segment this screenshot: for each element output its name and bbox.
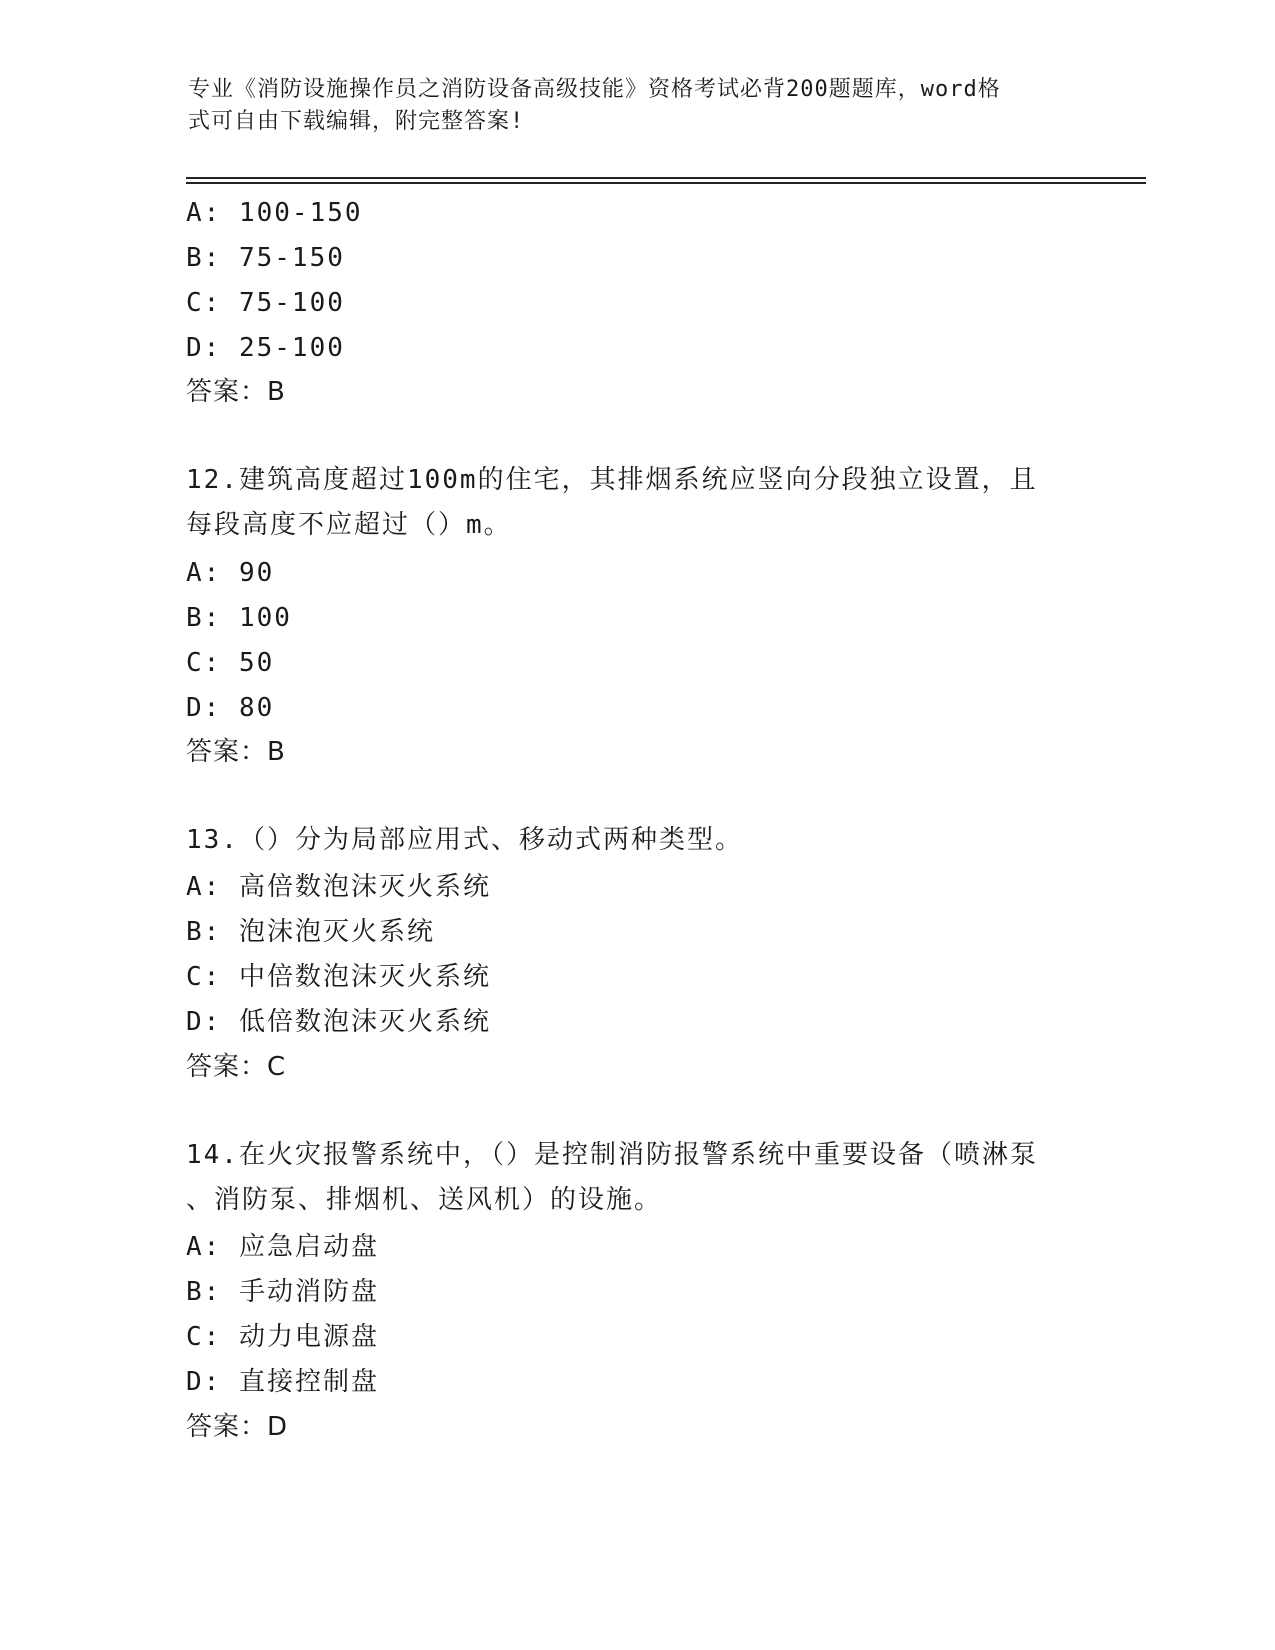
q11-option-b: B: 75-150 (186, 243, 345, 273)
header-line-1: 专业《消防设施操作员之消防设备高级技能》资格考试必背200题题库，word格 (188, 77, 1001, 102)
q12-stem-line-2: 每段高度不应超过（）m。 (186, 510, 512, 540)
q14-stem-line-2: 、消防泵、排烟机、送风机）的设施。 (186, 1185, 663, 1215)
q11-option-a: A: 100-150 (186, 198, 363, 228)
q12-option-c: C: 50 (186, 648, 275, 678)
q14-answer: 答案：D (186, 1412, 289, 1442)
header-line-2: 式可自由下载编辑，附完整答案! (188, 109, 525, 134)
q13-answer: 答案：C (186, 1052, 287, 1082)
q13-option-a: A: 高倍数泡沫灭火系统 (186, 872, 491, 902)
q13-option-d: D: 低倍数泡沫灭火系统 (186, 1007, 491, 1037)
q12-option-b: B: 100 (186, 603, 292, 633)
q14-option-d: D: 直接控制盘 (186, 1367, 379, 1397)
q11-option-d: D: 25-100 (186, 333, 345, 363)
q13-option-c: C: 中倍数泡沫灭火系统 (186, 962, 491, 992)
q13-stem-line-1: 13.（）分为局部应用式、移动式两种类型。 (186, 825, 743, 855)
q12-option-d: D: 80 (186, 693, 275, 723)
q13-option-b: B: 泡沫泡灭火系统 (186, 917, 435, 947)
q11-answer: 答案：B (186, 377, 286, 407)
q11-option-c: C: 75-100 (186, 288, 345, 318)
header-divider-bottom (186, 182, 1146, 184)
q14-option-a: A: 应急启动盘 (186, 1232, 379, 1262)
q14-option-c: C: 动力电源盘 (186, 1322, 379, 1352)
q12-stem-line-1: 12.建筑高度超过100m的住宅，其排烟系统应竖向分段独立设置，且 (186, 465, 1038, 495)
header-divider-top (186, 177, 1146, 179)
document-header (188, 74, 1068, 138)
q12-option-a: A: 90 (186, 558, 275, 588)
q14-option-b: B: 手动消防盘 (186, 1277, 379, 1307)
q12-answer: 答案：B (186, 737, 286, 767)
q14-stem-line-1: 14.在火灾报警系统中，（）是控制消防报警系统中重要设备（喷淋泵 (186, 1140, 1038, 1170)
